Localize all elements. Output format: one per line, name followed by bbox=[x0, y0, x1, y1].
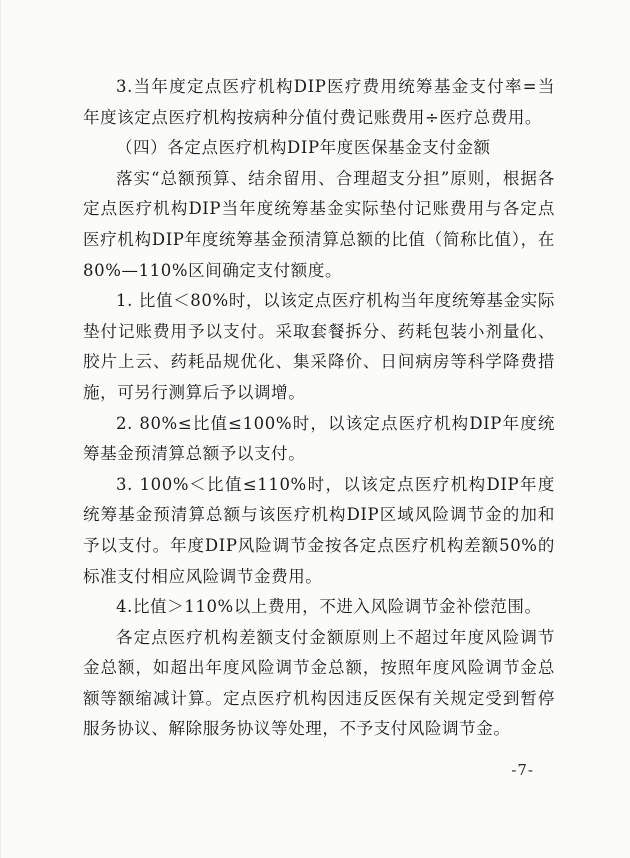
page-number: -7- bbox=[511, 761, 534, 779]
paragraph-ratio-below-80: 1. 比值＜80%时，以该定点医疗机构当年度统筹基金实际垫付记账费用予以支付。采取套餐拆分、药耗包装小剂量化、胶片上云、药耗品规优化、集采降价、日间病房等科学降费措施，可另行测算后予以调增。 bbox=[83, 291, 555, 402]
paragraph-ratio-above-110: 4.比值＞110%以上费用，不进入风险调节金补偿范围。 bbox=[116, 597, 542, 617]
document-body bbox=[83, 72, 555, 745]
paragraph-ratio-100-110: 3. 100%＜比值≤110%时，以该定点医疗机构DIP年度统筹基金预清算总额与该医疗机构DIP区域风险调节金的加和予以支付。年度DIP风险调节金按各定点医疗机构差额50%的标准支付相应风险调节金费用。 bbox=[83, 474, 555, 586]
paragraph-ratio-80-100: 2. 80%≤比值≤100%时，以该定点医疗机构DIP年度统筹基金预清算总额予以支付。 bbox=[83, 413, 555, 464]
paragraph-payment-rate: 3.当年度定点医疗机构DIP医疗费用统筹基金支付率=当年度该定点医疗机构按病种分值付费记账费用÷医疗总费用。 bbox=[83, 77, 555, 127]
paragraph-risk-fund-limit: 各定点医疗机构差额支付金额原则上不超过年度风险调节金总额，如超出年度风险调节金总额，按照年度风险调节金总额等额缩减计算。定点医疗机构因违反医保有关规定受到暂停服务协议、解除服务协议等处理，不予支付风险调节金。 bbox=[83, 627, 555, 739]
section-heading-fund-payment: （四）各定点医疗机构DIP年度医保基金支付金额 bbox=[116, 138, 491, 158]
paragraph-principle: 落实“总额预算、结余留用、合理超支分担”原则，根据各定点医疗机构DIP当年度统筹基金实际垫付记账费用与各定点医疗机构DIP年度统筹基金预清算总额的比值（简称比值），在80%—110%区间确定支付额度。 bbox=[83, 168, 555, 280]
